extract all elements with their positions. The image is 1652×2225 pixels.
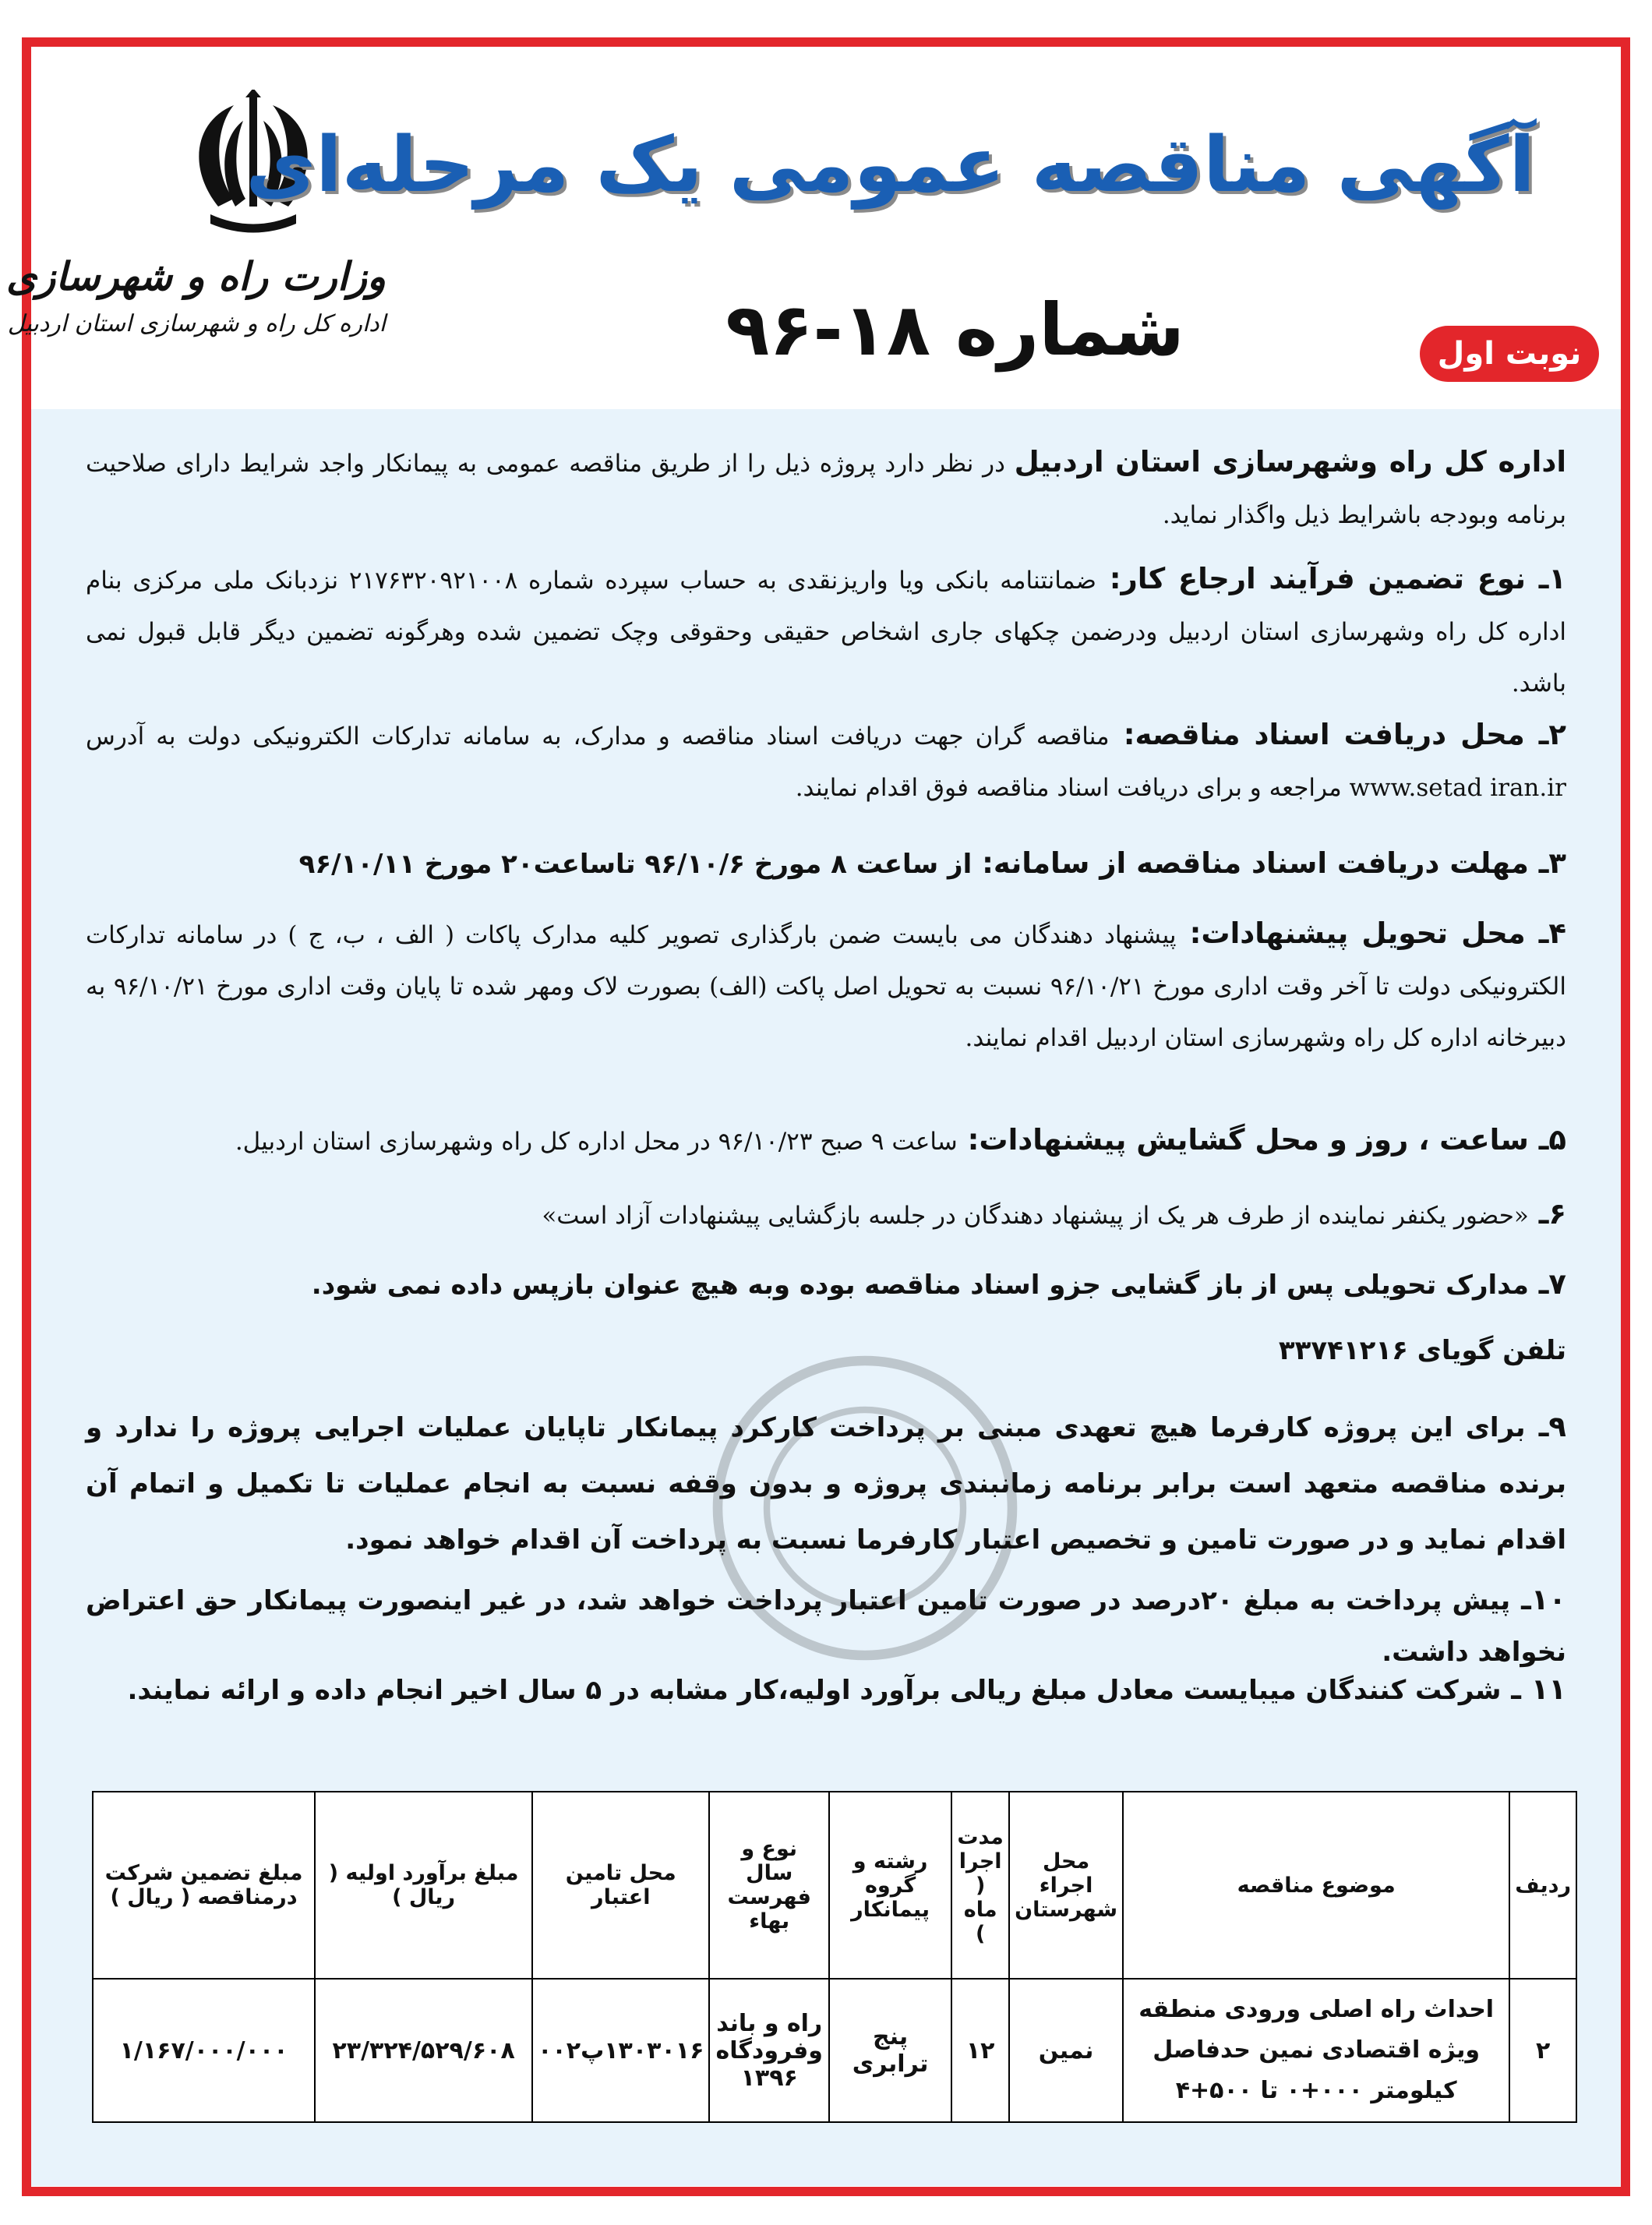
- header-duration: مدت اجرا ( ماه ): [951, 1792, 1009, 1979]
- intro-paragraph: [86, 436, 1566, 541]
- item-label: ۱۰ـ: [1510, 1583, 1566, 1616]
- item-6: [86, 1188, 1566, 1241]
- header: [6, 47, 1621, 401]
- item-1: [86, 553, 1566, 709]
- page-title: آگهی مناقصه عمومی یک مرحله‌ای: [245, 121, 1535, 210]
- item-text: «حضور یکنفر نماینده از طرف هر یک از پیشنهاد دهندگان در جلسه بازگشایی پیشنهادات آزاد است»: [542, 1202, 1529, 1230]
- item-text: شرکت کنندگان میبایست معادل مبلغ ریالی برآورد اولیه،کار مشابه در ۵ سال اخیر انجام داده و ارائه نمایند.: [127, 1675, 1502, 1706]
- tender-table: [92, 1791, 1577, 2123]
- item-text: ضمانتنامه بانکی ویا واریزنقدی به حساب سپرده شماره ۲۱۷۶۳۲۰۹۲۱۰۰۸ نزدبانک ملی مرکزی بنام اداره کل راه وشهرسازی استان اردبیل ودرضمن چکهای جاری اشخاص حقیقی وحقوقی وچک تضمین شده وهرگونه تضمین دیگر قابل قبول نمی باشد.: [86, 567, 1566, 698]
- item-label: ۲ـ محل دریافت اسناد مناقصه:: [1109, 718, 1567, 751]
- cell-guarantee: ۱/۱۶۷/۰۰۰/۰۰۰: [93, 1979, 315, 2122]
- item-5: [86, 1114, 1566, 1167]
- cell-funding: ۱۳۰۳۰۱۶پ۰۰۲: [532, 1979, 709, 2122]
- header-pricelist: نوع و سال فهرست بهاء: [709, 1792, 829, 1979]
- cell-duration: ۱۲: [951, 1979, 1009, 2122]
- cell-field: پنج ترابری: [829, 1979, 951, 2122]
- item-label: ۱ـ نوع تضمین فرآیند ارجاع کار:: [1096, 562, 1566, 595]
- item-9: [86, 1399, 1566, 1568]
- cell-row: ۲: [1509, 1979, 1576, 2122]
- item-label: ۵ـ ساعت ، روز و محل گشایش پیشنهادات:: [957, 1123, 1566, 1157]
- turn-badge: نوبت اول: [1420, 326, 1599, 382]
- item-text: پیشنهاد دهندگان می بایست ضمن بارگذاری تصویر کلیه مدارک پاکات ( الف ، ب، ج ) در سامانه تدارکات الکترونیکی دولت تا آخر وقت اداری مورخ ۹۶/۱۰/۲۱ نسبت به تحویل اصل پاکت (الف) بصورت لاک ومهر شده تا پایان وقت اداری مورخ ۹۶/۱۰/۲۱ به دبیرخانه اداره کل راه وشهرسازی استان اردبیل اقدام نمایند.: [86, 921, 1566, 1052]
- item-label: ۳ـ مهلت دریافت اسناد مناقصه از سامانه:: [972, 846, 1566, 880]
- table-header-row: [93, 1792, 1576, 1979]
- item-4: [86, 908, 1566, 1064]
- header-funding: محل تامین اعتبار: [532, 1792, 709, 1979]
- item-label: ۴ـ محل تحویل پیشنهادات:: [1176, 916, 1566, 950]
- cell-pricelist: راه و باند وفرودگاه ۱۳۹۶: [709, 1979, 829, 2122]
- item-label: ۱۱ ـ: [1501, 1672, 1566, 1706]
- table-row: [93, 1979, 1576, 2122]
- intro-text: در نظر دارد پروژه ذیل را از طریق مناقصه عمومی به پیمانکار واجد شرایط دارای صلاحیت برنامه وبودجه باشرایط ذیل واگذار نماید.: [86, 450, 1566, 529]
- cell-estimate: ۲۳/۳۲۴/۵۲۹/۶۰۸: [315, 1979, 532, 2122]
- header-row: ردیف: [1509, 1792, 1576, 1979]
- cell-subject: احداث راه اصلی ورودی منطقه ویژه اقتصادی نمین حدفاصل کیلومتر ۰۰۰+۰ تا ۵۰۰+۴: [1123, 1979, 1509, 2122]
- item-label: ۶ـ: [1528, 1197, 1566, 1231]
- item-7: [86, 1259, 1566, 1311]
- item-text: مدارک تحویلی پس از باز گشایی جزو اسناد مناقصه بوده وبه هیچ عنوان بازپس داده نمی شود.: [311, 1270, 1529, 1301]
- header-field: رشته و گروه پیمانکار: [829, 1792, 951, 1979]
- header-location: محل اجراء شهرستان: [1009, 1792, 1123, 1979]
- item-2: [86, 709, 1566, 814]
- ministry-name: وزارت راه و شهرسازی: [6, 253, 386, 299]
- item-label: ۷ـ: [1528, 1267, 1566, 1301]
- item-text: از ساعت ۸ مورخ ۹۶/۱۰/۶ تاساعت۲۰ مورخ ۹۶/۱۰/۱۱: [298, 849, 972, 880]
- item-3: [86, 838, 1566, 890]
- phone-text: تلفن گویای ۳۳۷۴۱۲۱۶: [1278, 1335, 1566, 1366]
- header-estimate: مبلغ برآورد اولیه ( ریال ): [315, 1792, 532, 1979]
- intro-org: اداره کل راه وشهرسازی استان اردبیل: [1014, 445, 1566, 479]
- tender-number: شماره ۱۸-۹۶: [725, 288, 1184, 372]
- item-text: برای این پروژه کارفرما هیچ تعهدی مبنی بر پرداخت کارکرد پیمانکار تاپایان عملیات اجرایی پروژه را ندارد و برنده مناقصه متعهد است برابر برنامه زمانبندی پروژه و بدون وقفه نسبت به انجام عملیات تا تکمیل و اتمام آن اقدام نماید و در صورت تامین و تخصیص اعتبار کارفرما نسبت به پرداخت آن اقدام خواهد نمود.: [86, 1412, 1566, 1556]
- cell-location: نمین: [1009, 1979, 1123, 2122]
- header-guarantee: مبلغ تضمین شرکت درمناقصه ( ریال ): [93, 1792, 315, 1979]
- item-10: [86, 1574, 1566, 1678]
- item-text: مناقصه گران جهت دریافت اسناد مناقصه و مدارک، به سامانه تدارکات الکترونیکی دولت به آدرس www.setad iran.ir مراجعه و برای دریافت اسناد مناقصه فوق اقدام نمایند.: [86, 722, 1566, 802]
- item-11: [86, 1664, 1566, 1716]
- item-text: ساعت ۹ صبح ۹۶/۱۰/۲۳ در محل اداره کل راه وشهرسازی استان اردبیل.: [235, 1128, 958, 1156]
- item-text: پیش پرداخت به مبلغ ۲۰درصد در صورت تامین اعتبار پرداخت خواهد شد، در غیر اینصورت پیمانکار حق اعتراض نخواهد داشت.: [86, 1585, 1566, 1668]
- phone-line: [86, 1325, 1566, 1376]
- header-subject: موضوع مناقصه: [1123, 1792, 1509, 1979]
- department-name: اداره کل راه و شهرسازی استان اردبیل: [7, 310, 386, 337]
- item-label: ۹ـ: [1525, 1410, 1567, 1443]
